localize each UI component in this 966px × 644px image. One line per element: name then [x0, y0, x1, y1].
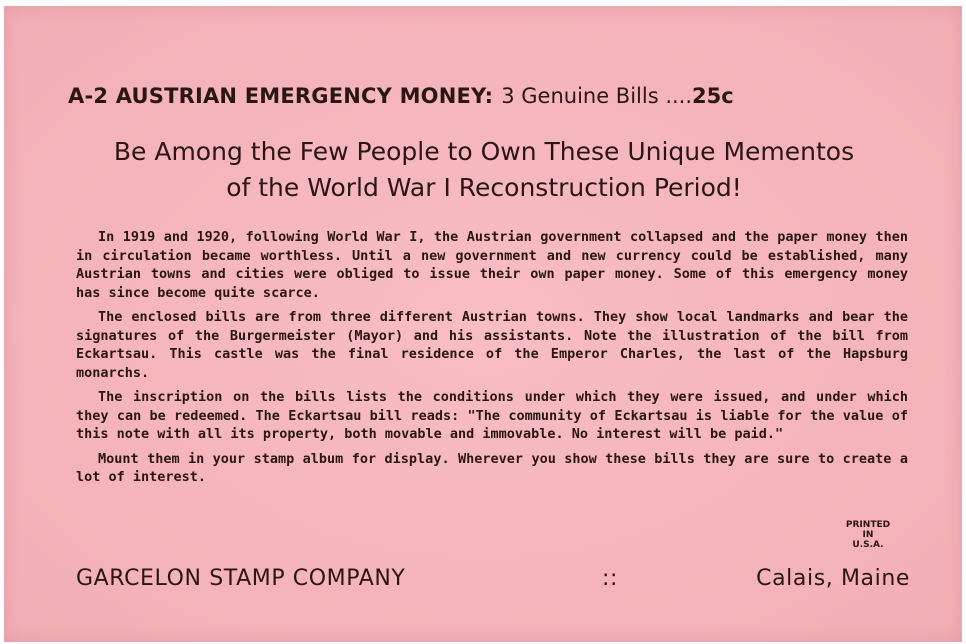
offer-header: [68, 84, 908, 118]
advertisement-card: [4, 6, 962, 642]
footer: [76, 566, 910, 598]
product-code-title: A-2 AUSTRIAN EMERGENCY MONEY:: [68, 84, 494, 108]
paragraph-history: In 1919 and 1920, following World War I, the Austrian government collapsed and the paper money then in circulation became worthless. Until a new government and new currency could be established, many Austrian towns and cities were obliged to issue their own paper money. Some of this emergency money has since become quite scarce.: [76, 229, 908, 301]
company-name: GARCELON STAMP COMPANY: [76, 566, 406, 591]
headline-line-1: Be Among the Few People to Own These Unique Mementos: [113, 137, 855, 166]
printed-in-usa-mark: [830, 520, 906, 550]
printed-mark-line-1: PRINTED: [845, 520, 891, 530]
paragraph-mounting: Mount them in your stamp album for display. Wherever you show these bills they are sure to create a lot of interest.: [76, 450, 908, 485]
company-location: Calais, Maine: [756, 566, 910, 591]
footer-separator: ::: [602, 566, 619, 591]
printed-mark-line-3: U.S.A.: [852, 540, 884, 550]
offer-description: 3 Genuine Bills ....: [501, 84, 693, 108]
paragraph-inscription: The inscription on the bills lists the conditions under which they were issued, and under which they can be redeemed. The Eckartsau bill reads: "The community of Eckartsau is liable for the value of this note with all its property, both movable and immovable. No interest will be paid.": [76, 389, 908, 442]
offer-price: 25c: [692, 84, 734, 108]
headline: [44, 134, 924, 206]
headline-line-2: of the World War I Reconstruction Period!: [226, 173, 742, 202]
body-text: [76, 228, 908, 493]
printed-mark-line-2: IN: [862, 530, 874, 540]
paragraph-enclosed-bills: The enclosed bills are from three different Austrian towns. They show local landmarks and bear the signatures of the Burgermeister (Mayor) and his assistants. Note the illustration of the bill from Eckartsau. This castle was the final residence of the Emperor Charles, the last of the Hapsburg monarchs.: [76, 309, 908, 381]
